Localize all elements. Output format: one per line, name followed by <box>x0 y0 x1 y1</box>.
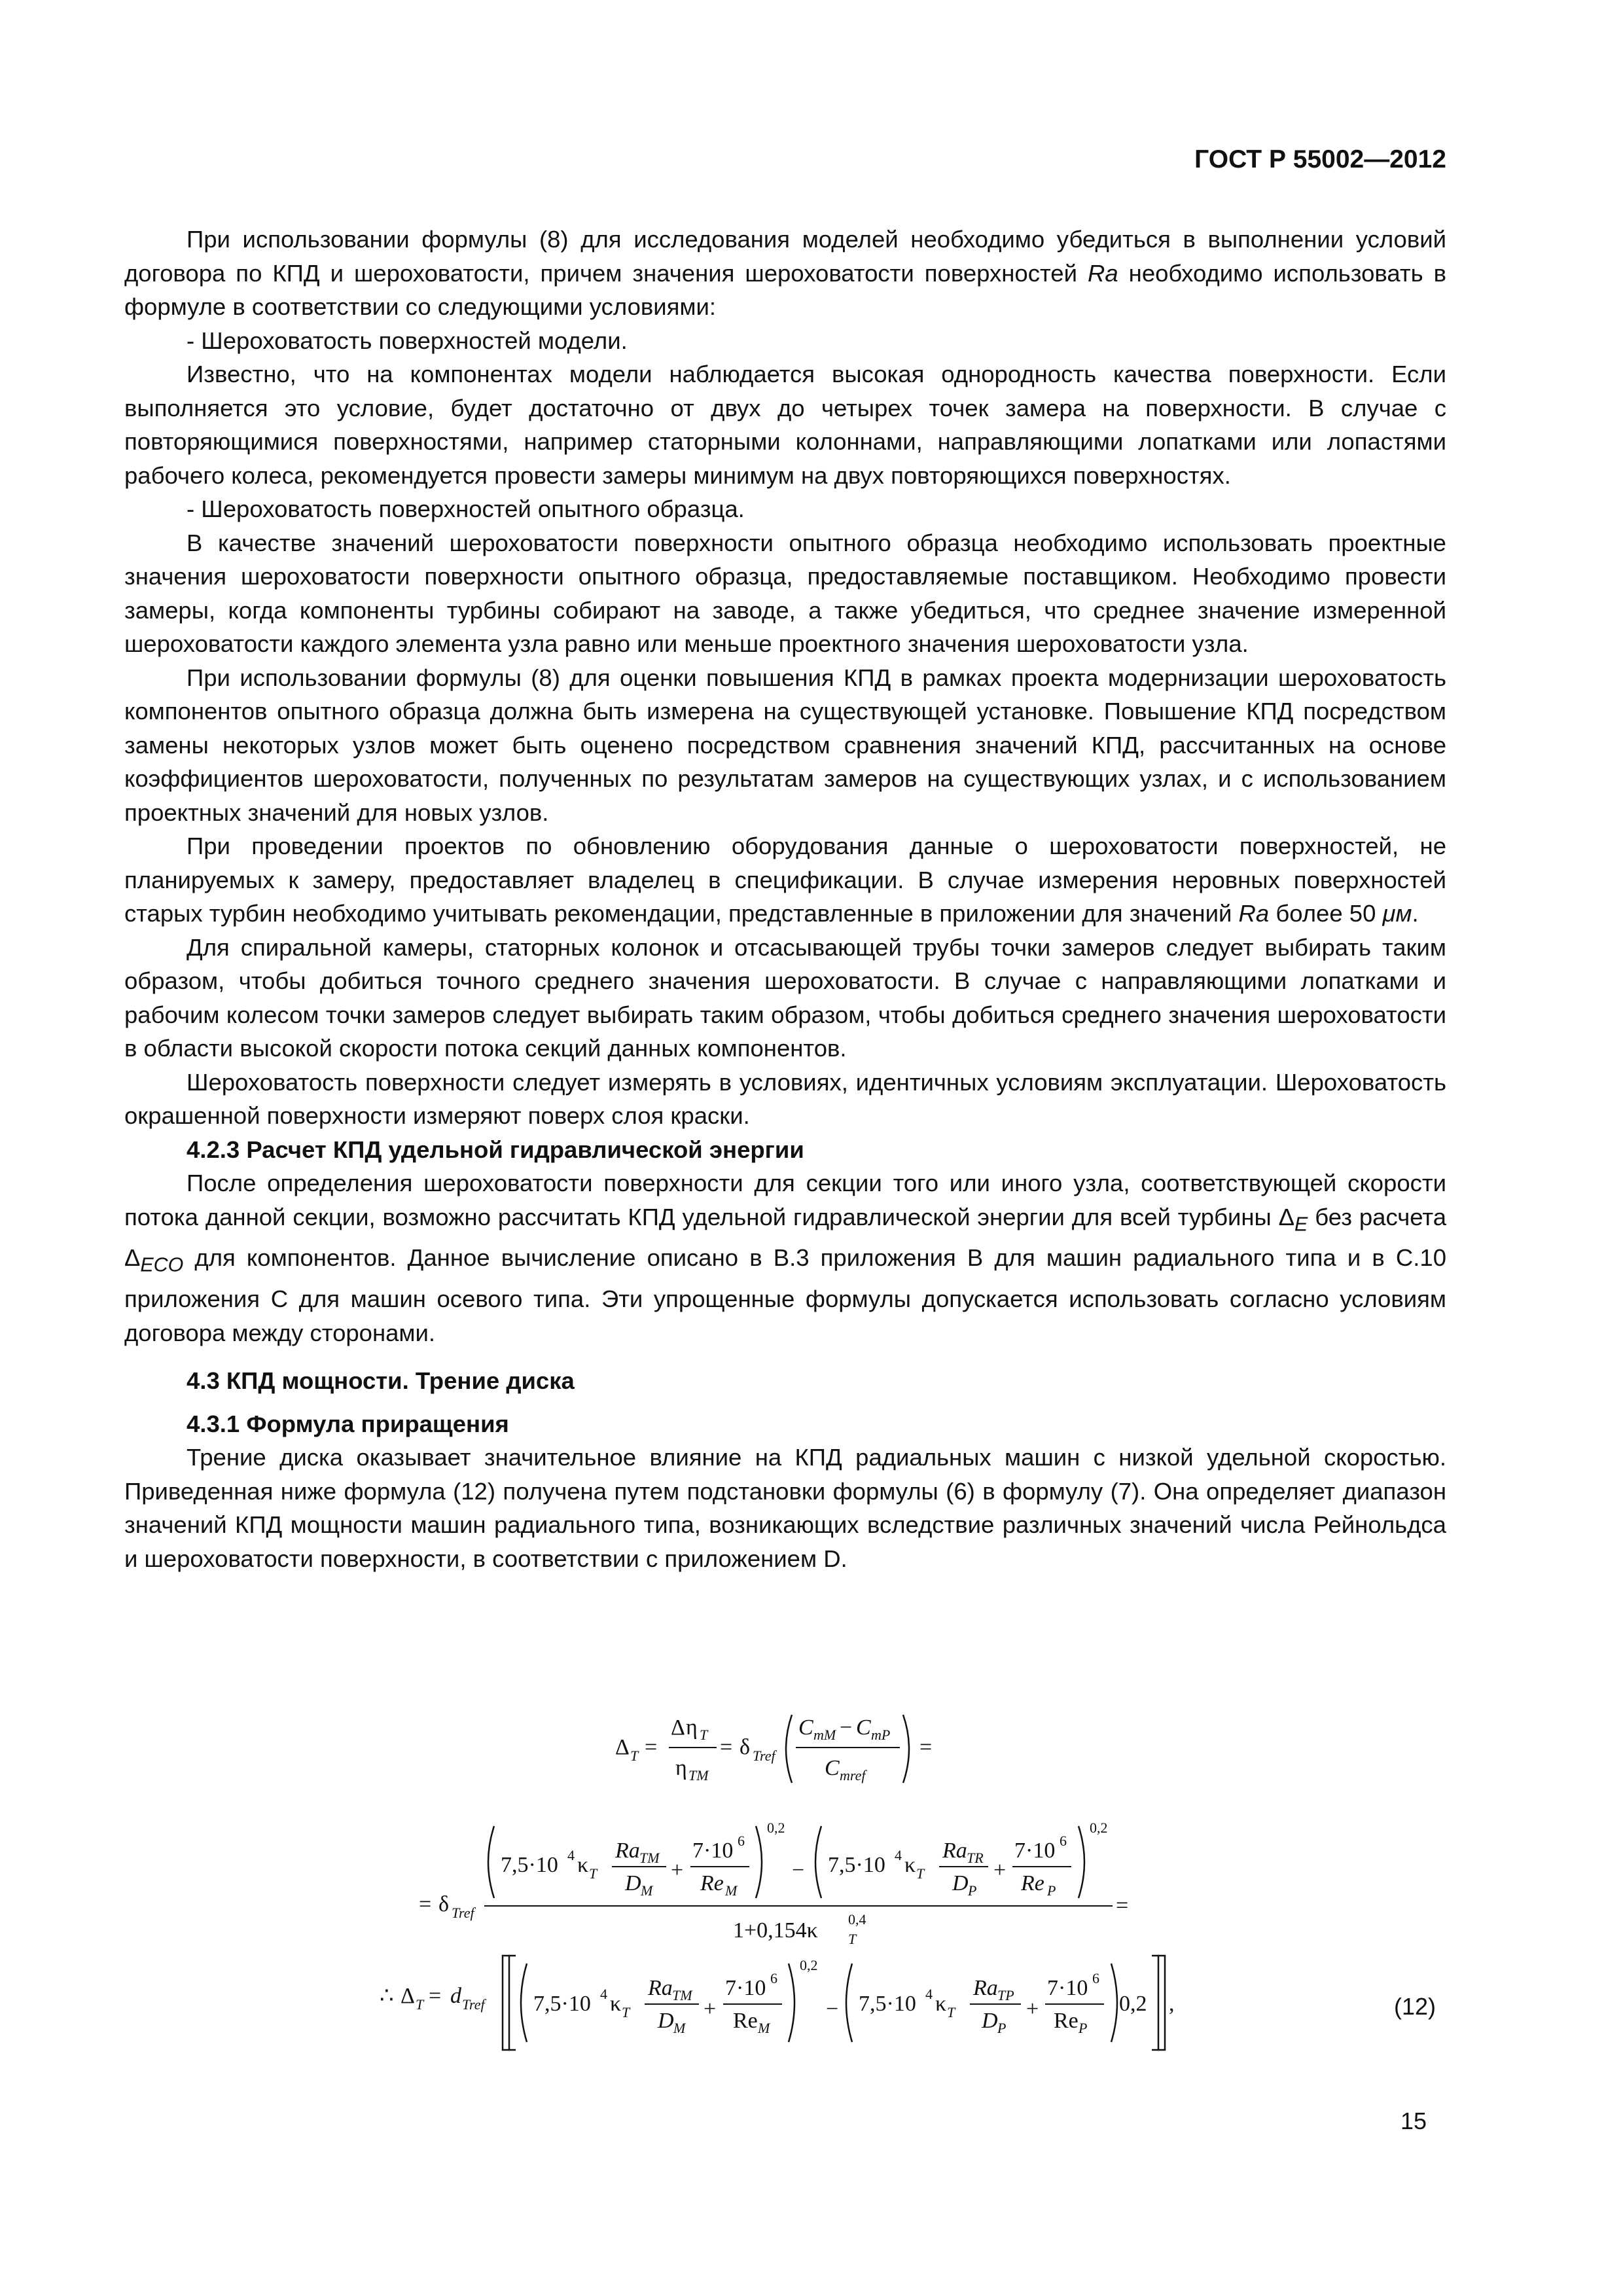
exponent: 4 <box>567 1847 575 1863</box>
therefore-symbol: ∴ <box>380 1984 394 2008</box>
equation-number: (12) <box>1394 1993 1436 2020</box>
subscript: Tref <box>462 1996 485 2013</box>
paragraph: Шероховатость поверхности следует измерять в условиях, идентичных условиям эксплуатации. Шероховатость окрашенной поверхности измеряют поверх слоя краски. <box>124 1068 1446 1129</box>
numerator: 7·10 <box>725 1976 766 2000</box>
formula-line-1 <box>615 1715 932 1784</box>
equals: = <box>419 1892 432 1916</box>
exponent: 6 <box>738 1833 745 1849</box>
equals: = <box>919 1735 933 1759</box>
subscript: T <box>630 1748 639 1764</box>
equals: = <box>645 1735 658 1759</box>
variable-c: C <box>798 1715 813 1740</box>
list-item: - Шероховатость поверхностей опытного образца. <box>187 495 745 522</box>
formula-line-2 <box>419 1820 1128 1947</box>
section-heading-4-3-1: 4.3.1 Формула приращения <box>187 1410 509 1437</box>
paragraph: Известно, что на компонентах модели наблюдается высокая однородность качества поверхности. Если выполняется это условие, будет достаточно от двух до четырех точек замера на поверхности. В случае с повторяющимися поверхностями, например статорными колоннами, направляющими лопатками или лопастями рабочего колеса, рекомендуется провести замеры минимум на двух повторяющихся поверхностях. <box>124 361 1446 489</box>
delta-symbol: Δ <box>671 1715 685 1740</box>
paragraph: При использовании формулы (8) для исследования моделей необходимо убедиться в выполнении условий договора по КПД и шероховатости, причем значения шероховатости поверхностей Ra необходимо использовать в формуле в соответствии со следующими условиями: <box>124 226 1447 320</box>
coefficient: 7,5·10 <box>828 1853 885 1877</box>
variable-ra: Ra <box>942 1839 967 1863</box>
numerator: 7·10 <box>1047 1976 1088 2000</box>
variable-re: Re <box>733 2009 758 2033</box>
coefficient: 7,5·10 <box>501 1853 558 1877</box>
formula-line-3 <box>380 1956 1175 2050</box>
comma: , <box>1169 1992 1175 2016</box>
subscript: T <box>416 1996 424 2013</box>
subscript: mref <box>840 1767 866 1784</box>
minus: − <box>792 1858 805 1882</box>
subscript: mM <box>813 1727 836 1743</box>
exponent: 4 <box>600 1986 607 2002</box>
exponent: 4 <box>895 1847 902 1863</box>
eta-symbol: η <box>686 1715 698 1740</box>
subscript: T <box>848 1931 857 1947</box>
subscript: T <box>589 1865 597 1882</box>
numerator: 7·10 <box>692 1839 734 1863</box>
subscript: M <box>725 1882 738 1899</box>
exponent: 6 <box>770 1970 777 1986</box>
coefficient: 7,5·10 <box>859 1992 916 2016</box>
formula-12 <box>0 1695 1623 2062</box>
plus: + <box>671 1858 684 1882</box>
kappa-symbol: κ <box>904 1853 916 1877</box>
subscript: Tref <box>753 1748 776 1764</box>
subscript: P <box>1079 2020 1088 2036</box>
kappa-symbol: κ <box>935 1992 947 2016</box>
exponent: 0,2 <box>800 1957 818 1973</box>
section-heading-4-3: 4.3 КПД мощности. Трение диска <box>187 1367 575 1395</box>
variable-re: Re <box>1021 1871 1044 1895</box>
section-heading-4-2-3: 4.2.3 Расчет КПД удельной гидравлической энергии <box>187 1136 804 1163</box>
variable-d: D <box>658 2009 674 2033</box>
subscript: M <box>758 2020 770 2036</box>
variable-re: Re <box>700 1871 724 1895</box>
paragraph: Трение диска оказывает значительное влияние на КПД радиальных машин с низкой удельной скоростью. Приведенная ниже формула (12) получена путем подстановки формулы (6) в формулу (7). Она определяет диапазон значений КПД мощности машин радиального типа, возникающих вследствие различных значений числа Рейнольдса и шероховатости поверхности, в соответствии с приложением D. <box>124 1444 1446 1572</box>
equals: = <box>1116 1893 1129 1918</box>
minus: − <box>826 1997 839 2021</box>
equals: = <box>429 1984 442 2008</box>
paragraph: Для спиральной камеры, статорных колонок и отсасывающей трубы точки замеров следует выбирать таким образом, чтобы добиться точного среднего значения шероховатости. В случае с направляющими лопатками и рабочим колесом точки замеров следует выбирать таким образом, чтобы добиться среднего значения шероховатости в области высокой скорости потока секций данных компонентов. <box>124 933 1446 1062</box>
subscript: TM <box>639 1850 660 1866</box>
paragraph: В качестве значений шероховатости поверхности опытного образца необходимо использовать проектные значения шероховатости поверхности опытного образца, предоставляемые поставщиком. Необходимо провести замеры, когда компоненты турбины собирают на заводе, а также убедиться, что среднее значение измеренной шероховатости каждого элемента узла равно или меньше проектного значения шероховатости узла. <box>124 529 1446 657</box>
variable-d: D <box>952 1871 969 1895</box>
subscript: TR <box>967 1850 984 1866</box>
variable-c: C <box>856 1715 871 1740</box>
delta-symbol: Δ <box>401 1984 415 2008</box>
denominator: 1+0,154κ <box>733 1918 818 1943</box>
subscript: M <box>641 1882 653 1899</box>
page-number: 15 <box>1400 2108 1427 2134</box>
paragraph: При использовании формулы (8) для оценки повышения КПД в рамках проекта модернизации шероховатость компонентов опытного образца должна быть измерена на существующей установке. Повышение КПД посредством замены некоторых узлов может быть оценено посредством сравнения значений КПД, рассчитанных на основе коэффициентов шероховатости, полученных по результатам замеров на существующих узлах, и с использованием проектных значений для новых узлов. <box>124 664 1446 826</box>
variable-c: C <box>825 1756 840 1780</box>
exponent: 0,4 <box>848 1911 866 1928</box>
kappa-symbol: κ <box>610 1992 622 2016</box>
exponent: 4 <box>925 1986 933 2002</box>
plus: + <box>1026 1997 1039 2021</box>
variable-d: D <box>625 1871 641 1895</box>
body-text <box>124 223 1446 1575</box>
variable-ra: Ra <box>615 1839 640 1863</box>
subscript: P <box>997 2020 1007 2036</box>
power-value: 0,2 <box>1119 1992 1147 2016</box>
paragraph: После определения шероховатости поверхности для секции того или иного узла, соответствующей скорости потока данной секции, возможно рассчитать КПД удельной гидравлической энергии для всей турбины $\Delta_E$ без расчета $\Delta_{ECO}$ для компонентов. Данное вычисление описано в В.3 приложения В для машин радиального типа и в С.10 приложения С для машин осевого типа. Эти упрощенные формулы допускается использовать согласно условиям договора между сторонами. <box>124 1170 1446 1346</box>
subscript: TM <box>672 1987 692 2003</box>
exponent: 0,2 <box>767 1820 785 1836</box>
delta-small-symbol: δ <box>740 1735 751 1759</box>
minus: − <box>840 1715 853 1740</box>
exponent: 6 <box>1060 1833 1067 1849</box>
plus: + <box>704 1997 717 2021</box>
delta-symbol: Δ <box>615 1735 630 1759</box>
subscript: T <box>916 1865 925 1882</box>
variable-d: d <box>450 1984 461 2008</box>
variable-re: Re <box>1054 2009 1079 2033</box>
delta-small-symbol: δ <box>438 1892 450 1916</box>
subscript: P <box>968 1882 977 1899</box>
numerator: 7·10 <box>1014 1839 1056 1863</box>
document-code-header: ГОСТ Р 55002—2012 <box>1194 145 1446 173</box>
kappa-symbol: κ <box>577 1853 589 1877</box>
plus: + <box>993 1858 1007 1882</box>
exponent: 6 <box>1092 1970 1099 1986</box>
subscript: Tref <box>452 1905 474 1921</box>
list-item: - Шероховатость поверхностей модели. <box>187 327 628 354</box>
subscript: T <box>622 2004 630 2020</box>
eta-symbol: η <box>675 1756 687 1780</box>
subscript: M <box>673 2020 686 2036</box>
variable-d: D <box>982 2009 998 2033</box>
subscript: P <box>1047 1882 1056 1899</box>
subscript: T <box>947 2004 955 2020</box>
variable-ra: Ra <box>648 1976 673 2000</box>
subscript: TP <box>997 1987 1014 2003</box>
subscript: TM <box>688 1767 709 1784</box>
paragraph: При проведении проектов по обновлению оборудования данные о шероховатости поверхностей, не планируемых к замеру, предоставляет владелец в спецификации. В случае измерения неровных поверхностей старых турбин необходимо учитывать рекомендации, представленные в приложении для значений Ra более 50 μм. <box>124 833 1446 927</box>
variable-ra: Ra <box>973 1976 998 2000</box>
equals: = <box>720 1735 733 1759</box>
exponent: 0,2 <box>1090 1820 1108 1836</box>
subscript: mP <box>871 1727 891 1743</box>
subscript: T <box>700 1727 708 1743</box>
coefficient: 7,5·10 <box>533 1992 591 2016</box>
